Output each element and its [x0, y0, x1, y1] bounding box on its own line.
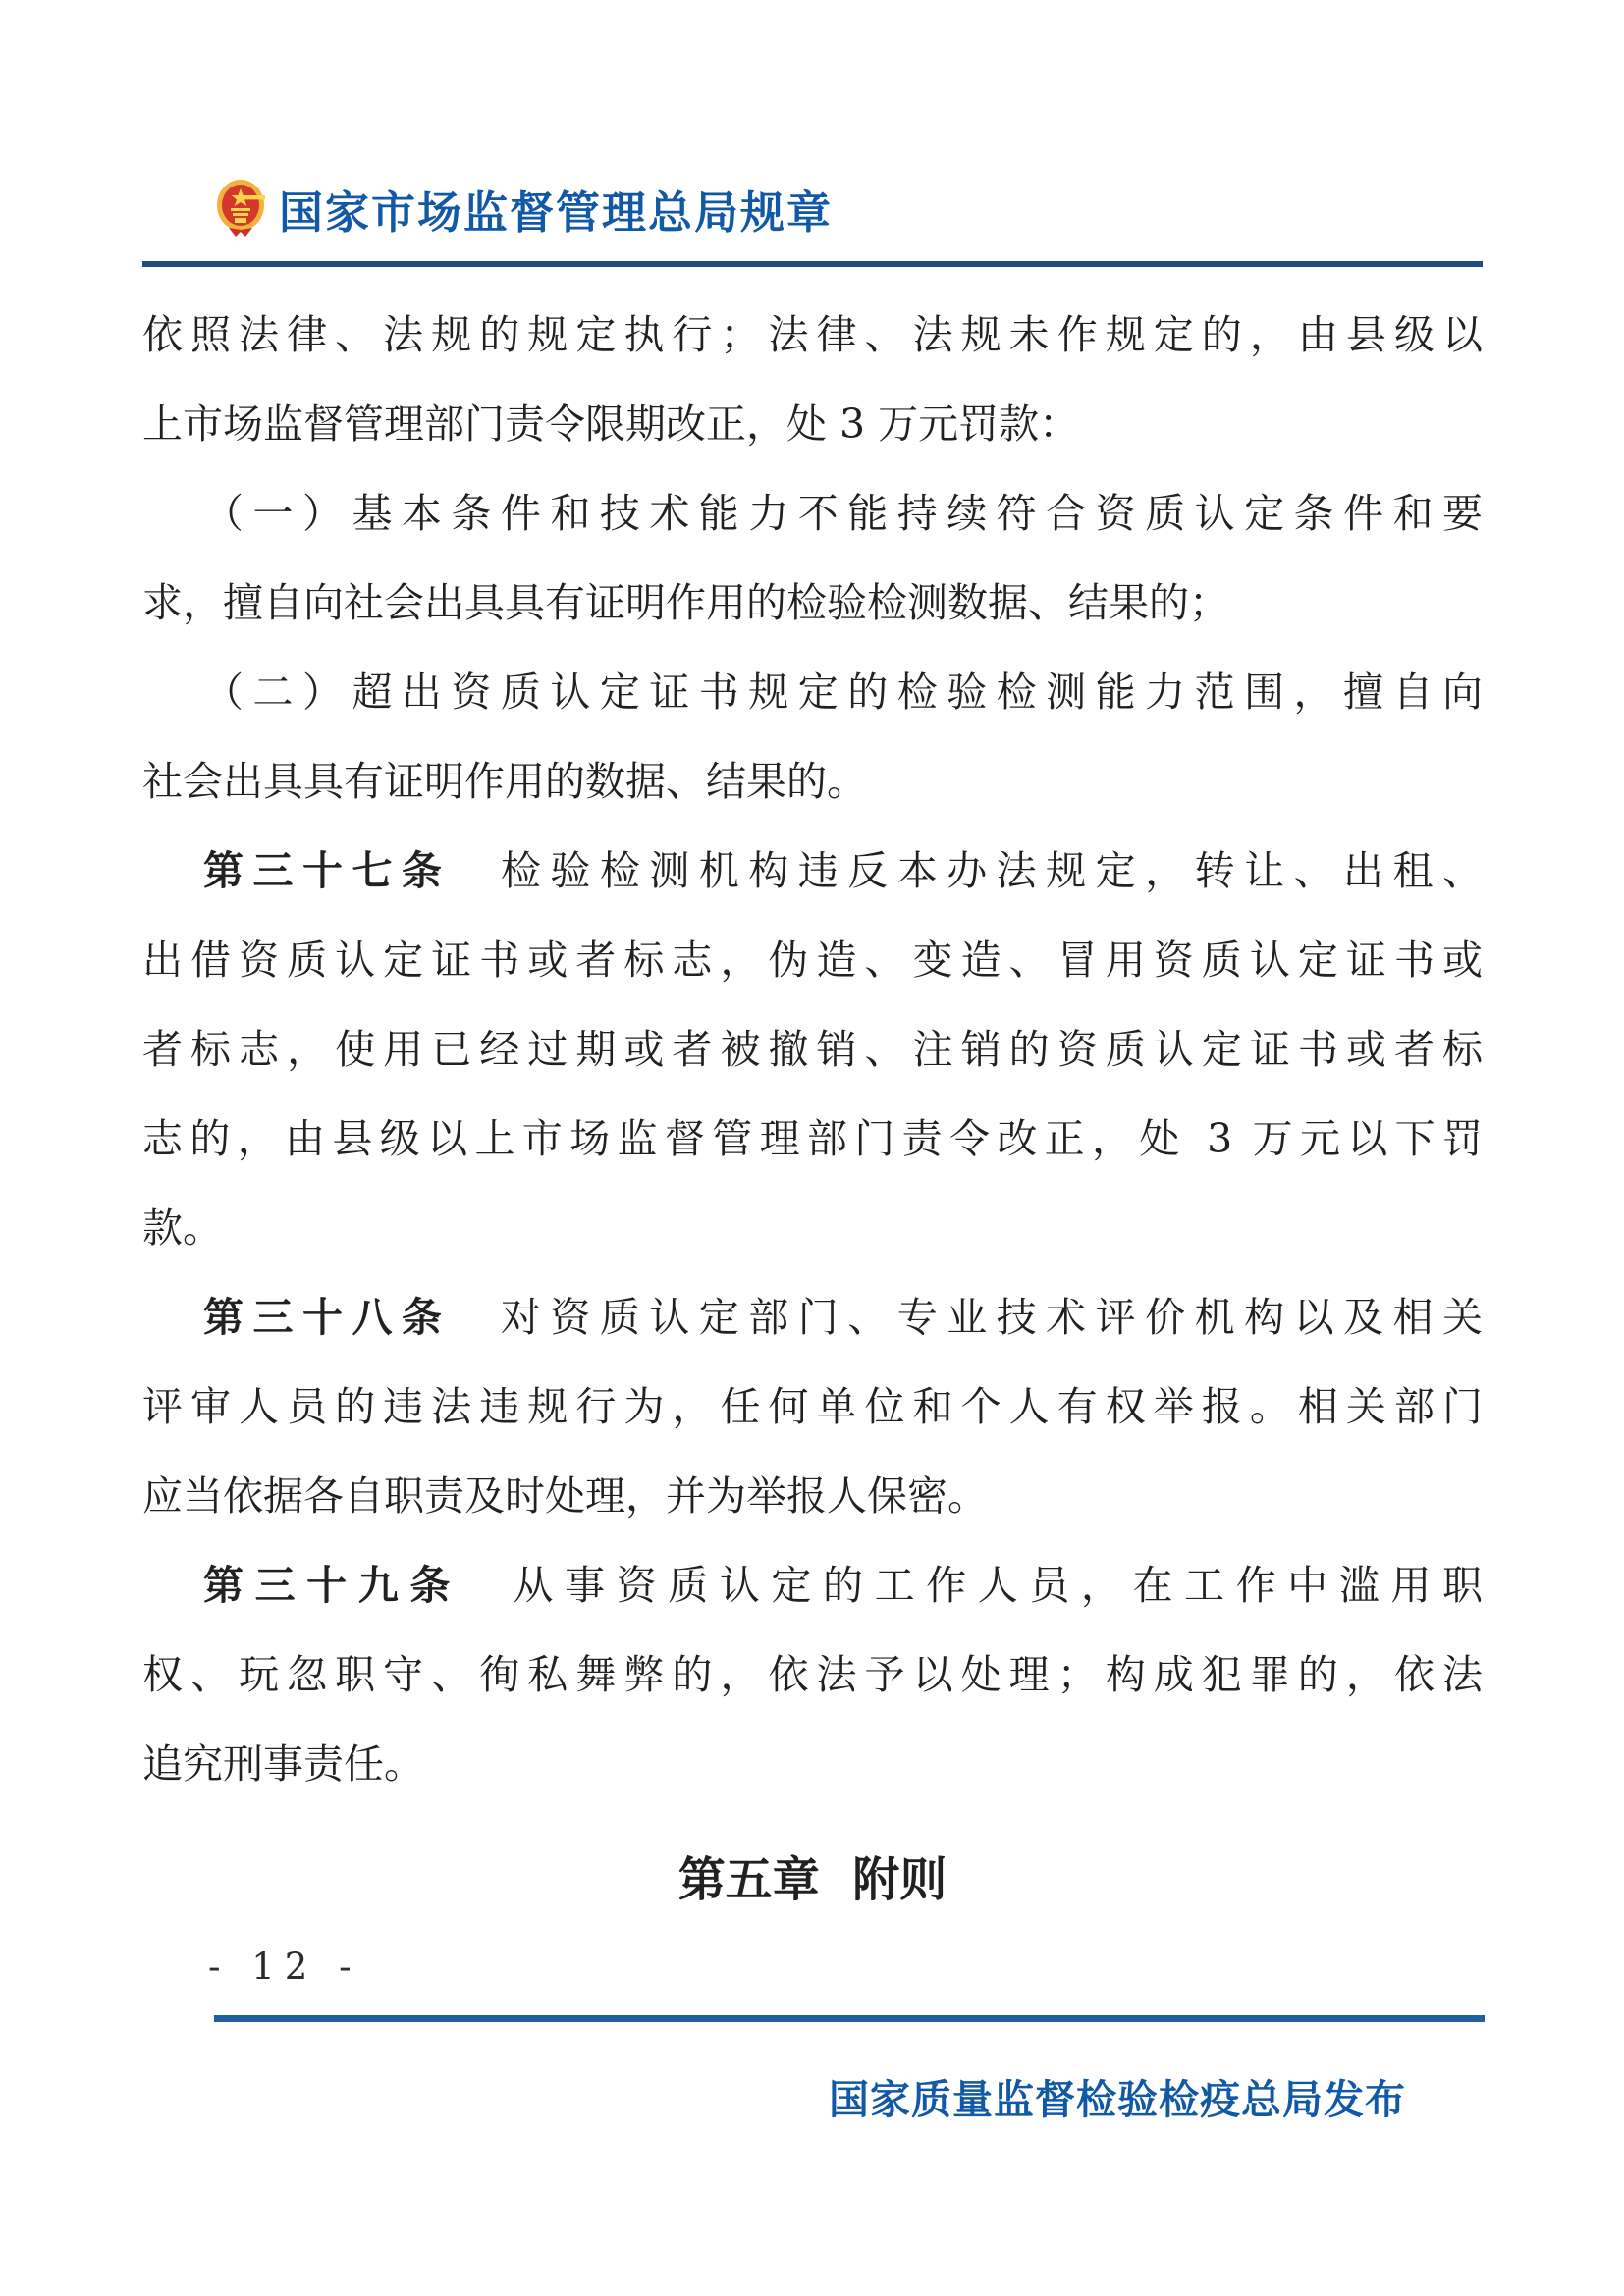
article-number: 第三十七条	[203, 847, 452, 894]
page-title: 国家市场监督管理总局规章	[279, 187, 834, 239]
publisher-line: 国家质量监督检验检疫总局发布	[829, 2076, 1406, 2123]
line-text: 求，擅自向社会出具具有证明作用的检验检测数据、结果的；	[142, 579, 1229, 626]
line-text: 款。	[142, 1204, 223, 1252]
document-body	[142, 291, 1483, 1809]
text-line	[142, 737, 1483, 827]
line-text: 者标志，使用已经过期或者被撤销、注销的资质认定证书或者标	[142, 1026, 1483, 1073]
text-line	[142, 1541, 1483, 1630]
prc-national-emblem-icon	[216, 179, 265, 240]
text-line	[142, 1720, 1483, 1809]
text-line	[142, 380, 1483, 469]
line-text: 追究刑事责任。	[142, 1740, 424, 1788]
line-text: 从事资质认定的工作人员，在工作中滥用职	[460, 1562, 1484, 1609]
line-text: 评审人员的违法违规行为，任何单位和个人有权举报。相关部门	[142, 1383, 1483, 1430]
line-text: 对资质认定部门、专业技术评价机构以及相关	[451, 1294, 1484, 1341]
line-text: 权、玩忽职守、徇私舞弊的，依法予以处理；构成犯罪的，依法	[142, 1651, 1483, 1698]
line-text: 社会出具具有证明作用的数据、结果的。	[142, 758, 867, 805]
line-text: 志的，由县级以上市场监督管理部门责令改正，处 3 万元以下罚	[142, 1115, 1483, 1162]
line-text: 检验检测机构违反本办法规定，转让、出租、	[451, 847, 1484, 894]
chapter-heading: 第五章 附则	[677, 1852, 947, 1907]
footer-divider	[214, 2015, 1485, 2022]
text-line	[142, 1005, 1483, 1095]
text-line	[142, 827, 1483, 916]
header-divider	[142, 261, 1483, 267]
line-text: （一）基本条件和技术能力不能持续符合资质认定条件和要	[203, 490, 1483, 537]
text-line	[142, 1184, 1483, 1273]
text-line	[142, 648, 1483, 737]
text-line	[142, 469, 1483, 559]
line-text: 上市场监督管理部门责令限期改正，处 3 万元罚款：	[142, 400, 1080, 448]
page-number: - 12 -	[208, 1946, 361, 1988]
page-header	[216, 177, 833, 240]
text-line	[142, 1095, 1483, 1184]
text-line	[142, 1362, 1483, 1452]
line-text: 应当依据各自职责及时处理，并为举报人保密。	[142, 1472, 988, 1520]
text-line	[142, 559, 1483, 648]
text-line	[142, 291, 1483, 380]
text-line	[142, 1630, 1483, 1720]
article-number: 第三十八条	[203, 1294, 452, 1341]
line-text: （二）超出资质认定证书规定的检验检测能力范围，擅自向	[203, 668, 1483, 716]
text-line	[142, 1273, 1483, 1362]
text-line	[142, 916, 1483, 1005]
line-text: 出借资质认定证书或者标志，伪造、变造、冒用资质认定证书或	[142, 936, 1483, 984]
article-number: 第三十九条	[203, 1562, 461, 1609]
line-text: 依照法律、法规的规定执行；法律、法规未作规定的，由县级以	[142, 311, 1483, 358]
text-line	[142, 1452, 1483, 1541]
